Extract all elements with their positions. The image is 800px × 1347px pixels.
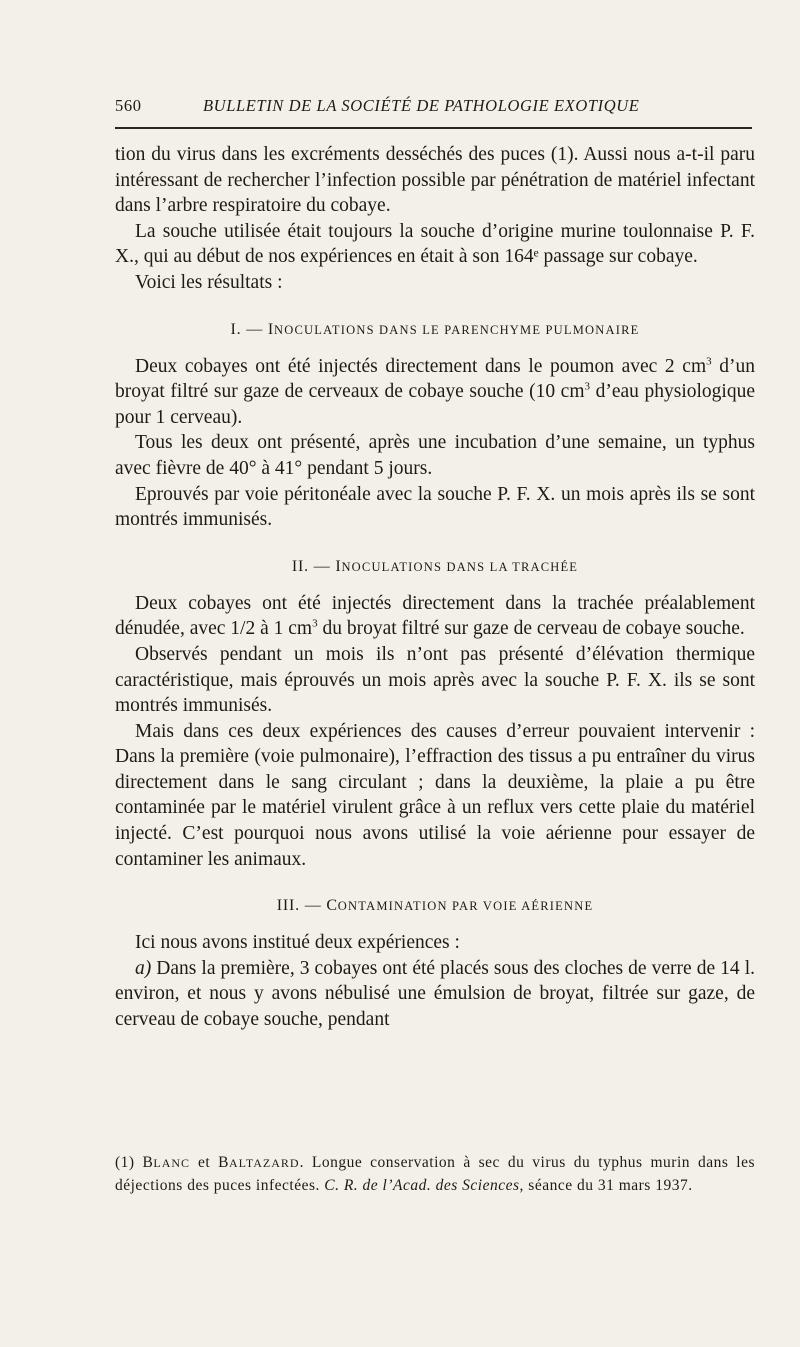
running-header xyxy=(115,96,755,122)
paragraph: tion du virus dans les excréments desséchés des puces (1). Aussi nous a-t-il paru intéressant de rechercher l’infection possible par pénétration de matériel infectant dans l’arbre respiratoire du cobaye. xyxy=(115,144,755,217)
paragraph: Deux cobayes ont été injectés directement dans le poumon avec 2 $cm^3$ d’un broyat filtré sur gaze de cerveaux de cobaye souche (10 $cm^3$ d’eau physiologique pour 1 cerveau). xyxy=(115,355,755,428)
article-body xyxy=(115,142,755,1033)
footnote: (1) BLANC et BALTAZARD. Longue conservation à sec du virus du typhus murin dans les déjections des puces infectées. C. R. de l’Acad. des Sciences, séance du 31 mars 1937. xyxy=(115,1154,756,1194)
section-heading-3: III. — CONTAMINATION PAR VOIE AÉRIENNE xyxy=(276,897,594,915)
paragraph: Mais dans ces deux expériences des causes d’erreur pouvaient intervenir : Dans la première (voie pulmonaire), l’effraction des tissus a pu entraîner du virus directement dans le sang circulant ; dans la deuxième, la plaie a pu être contaminée par le matériel virulent grâce à un reflux vers cette plaie du matériel injecté. C’est pourquoi nous avons utilisé la voie aérienne pour essayer de contaminer les animaux. xyxy=(115,720,755,870)
paragraph: Voici les résultats : xyxy=(135,271,283,293)
section-heading-2: II. — INOCULATIONS DANS LA TRACHÉE xyxy=(291,557,579,575)
paragraph: Deux cobayes ont été injectés directement dans la trachée préalablement dénudée, avec 1/2 à 1 $cm^3$ du broyat filtré sur gaze de cerveau de cobaye souche. xyxy=(115,592,755,640)
paragraph: Ici nous avons institué deux expériences : xyxy=(135,932,460,954)
paragraph: Eprouvés par voie péritonéale avec la souche P. F. X. un mois après ils se sont montrés immunisés. xyxy=(115,483,755,531)
page-number: 560 xyxy=(115,96,142,115)
paragraph: Tous les deux ont présenté, après une incubation d’une semaine, un typhus avec fièvre de 40° à 41° pendant 5 jours. xyxy=(115,432,755,479)
paragraph: a) Dans la première, 3 cobayes ont été placés sous des cloches de verre de 14 l. environ, et nous y avons nébulisé une émulsion de broyat, filtrée sur gaze, de cerveau de cobaye souche, pendant xyxy=(115,957,755,1031)
header-rule xyxy=(115,127,752,129)
section-heading-1: I. — INOCULATIONS DANS LE PARENCHYME PULMONAIRE xyxy=(230,320,640,338)
paragraph: La souche utilisée était toujours la souche d’origine murine toulonnaise P. F. X., qui au début de nos expériences en était à son 164ᵉ passage sur cobaye. xyxy=(115,220,755,268)
running-title: BULLETIN DE LA SOCIÉTÉ DE PATHOLOGIE EXOTIQUE xyxy=(203,96,640,115)
paragraph: Observés pendant un mois ils n’ont pas présenté d’élévation thermique caractéristique, mais éprouvés un mois après avec la souche P. F. X. ils se sont montrés immunisés. xyxy=(115,643,755,717)
